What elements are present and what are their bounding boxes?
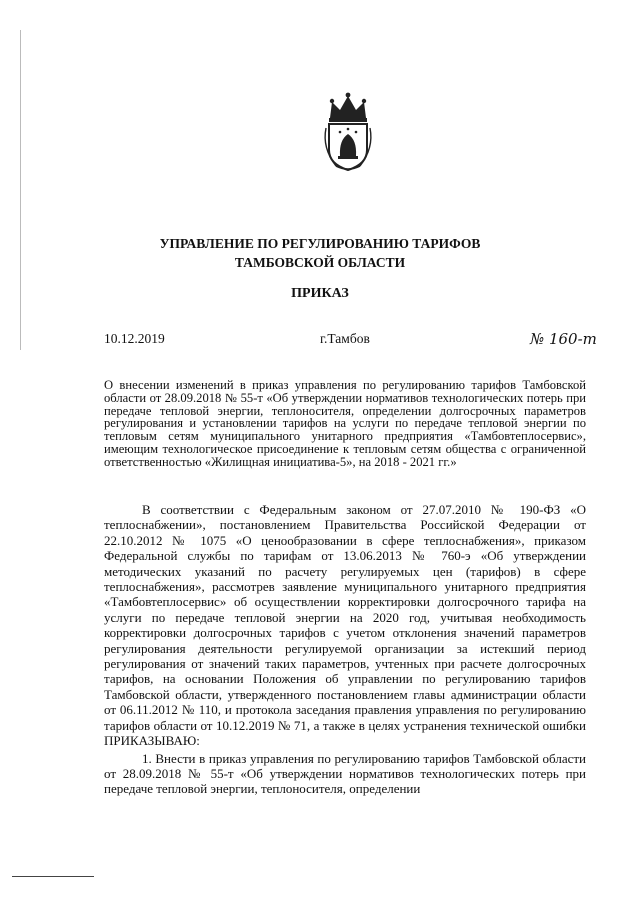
left-margin-line: [20, 30, 21, 350]
document-subject: О внесении изменений в приказ управления по регулированию тарифов Тамбовской области от 28.09.2018 № 55-т «Об утверждении нормативов технологических потерь при передаче тепловой энергии, теплоносителя, определении долгосрочных параметров регулирования и установлении тарифов на услуги по передаче тепловой энергии по тепловым сетям муниципального унитарного предприятия «Тамбовтеплосервис», имеющим технологическое присоединение к тепловым сетям общества с ограниченной ответственностью «Жилищная инициатива-5», на 2018 - 2021 гг.»: [104, 378, 586, 469]
item-1-paragraph: 1. Внести в приказ управления по регулированию тарифов Тамбовской области от 28.09.2018 № 55-т «Об утверждении нормативов технологических потерь при передаче тепловой энергии, теплоносителя, определении: [104, 750, 586, 797]
document-city: г.Тамбов: [320, 331, 370, 346]
document-date: 10.12.2019: [104, 331, 165, 346]
document-number: № 160-т: [530, 330, 597, 348]
document-type: ПРИКАЗ: [291, 286, 349, 301]
document-body: [104, 502, 586, 797]
preamble-paragraph: В соответствии с Федеральным законом от 27.07.2010 № 190-ФЗ «О теплоснабжении», постановлением Правительства Российской Федерации от 22.10.2012 № 1075 «О ценообразовании в сфере теплоснабжения», приказом Федеральной службы по тарифам от 13.06.2013 № 760-э «Об утверждении методических указаний по расчету регулируемых цен (тарифов) в сфере теплоснабжения», рассмотрев заявление муниципального унитарного предприятия «Тамбовтеплосервис» об осуществлении корректировки долгосрочного тарифа на услуги по передаче тепловой энергии на 2020 год, учитывая необходимость корректировки долгосрочных тарифов с учетом отклонения значений параметров регулирования деятельности регулируемой организации за истекший период регулирования от значений таких параметров, учтенных при расчете долгосрочных тарифов, на основании Положения об управлении по регулированию тарифов Тамбовской области, утвержденного постановлением главы администрации области от 06.11.2012 № 110, и протокола заседания правления управления по регулированию тарифов области от 10.12.2019 № 71, а также в целях устранения технической ошибки ПРИКАЗЫВАЮ:: [104, 502, 586, 749]
footnote-divider: [12, 876, 94, 877]
agency-name-line2: ТАМБОВСКОЙ ОБЛАСТИ: [234, 255, 406, 270]
agency-name-line1: УПРАВЛЕНИЕ ПО РЕГУЛИРОВАНИЮ ТАРИФОВ: [159, 236, 481, 251]
coat-of-arms-icon: [320, 88, 376, 172]
